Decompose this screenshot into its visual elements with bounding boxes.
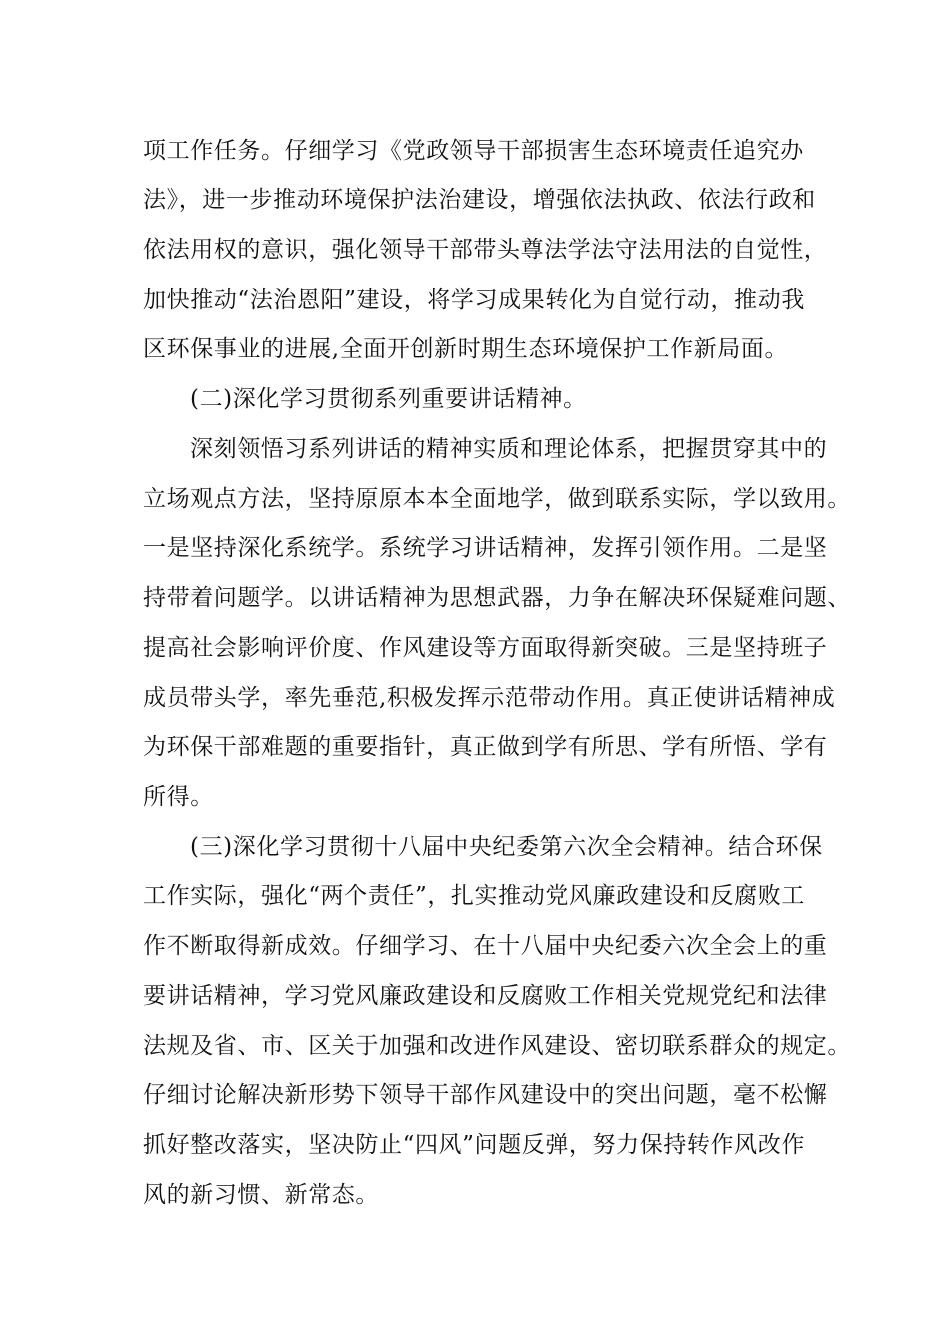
text-line: 成员带头学，率先垂范,积极发挥示范带动作用。真正使讲话精神成	[143, 685, 836, 711]
text-line: 要讲话精神，学习党风廉政建设和反腐败工作相关党规党纪和法律	[143, 983, 828, 1009]
section-heading: (二)深化学习贯彻系列重要讲话精神。	[190, 386, 587, 412]
text-line: 深刻领悟习系列讲话的精神实质和理论体系，把握贯穿其中的	[190, 436, 828, 462]
text-line: 抓好整改落实，坚决防止“四风”问题反弹，努力保持转作风改作	[143, 1132, 805, 1158]
text-line: 作不断取得新成效。仔细学习、在十八届中央纪委六次全会上的重	[143, 933, 828, 959]
text-line: 法》，进一步推动环境保护法治建设，增强依法执政、依法行政和	[143, 187, 816, 213]
text-line: 立场观点方法，坚持原原本本全面地学，做到联系实际，学以致用。	[143, 486, 851, 512]
text-line: 提高社会影响评价度、作风建设等方面取得新突破。三是坚持班子	[143, 635, 828, 661]
text-line: 为环保干部难题的重要指针，真正做到学有所思、学有所悟、学有	[143, 734, 828, 760]
text-line: 风的新习惯、新常态。	[143, 1182, 379, 1208]
text-line: 所得。	[143, 784, 214, 810]
text-line: 加快推动“法治恩阳”建设，将学习成果转化为自觉行动，推动我	[143, 287, 805, 313]
text-line: 项工作任务。仔细学习《党政领导干部损害生态环境责任追究办	[143, 138, 804, 164]
section-heading: (三)深化学习贯彻十八届中央纪委第六次全会精神。结合环保	[190, 834, 823, 860]
text-line: 持带着问题学。以讲话精神为思想武器，力争在解决环保疑难问题、	[143, 585, 851, 611]
text-line: 工作实际，强化“两个责任”，扎实推动党风廉政建设和反腐败工	[143, 883, 805, 909]
text-line: 依法用权的意识，强化领导干部带头尊法学法守法用法的自觉性，	[143, 237, 828, 263]
text-line: 一是坚持深化系统学。系统学习讲话精神，发挥引领作用。二是坚	[143, 535, 828, 561]
text-line: 仔细讨论解决新形势下领导干部作风建设中的突出问题，毫不松懈	[143, 1082, 828, 1108]
text-line: 法规及省、市、区关于加强和改进作风建设、密切联系群众的规定。	[143, 1033, 851, 1059]
text-line: 区环保事业的进展,全面开创新时期生态环境保护工作新局面。	[143, 336, 789, 362]
